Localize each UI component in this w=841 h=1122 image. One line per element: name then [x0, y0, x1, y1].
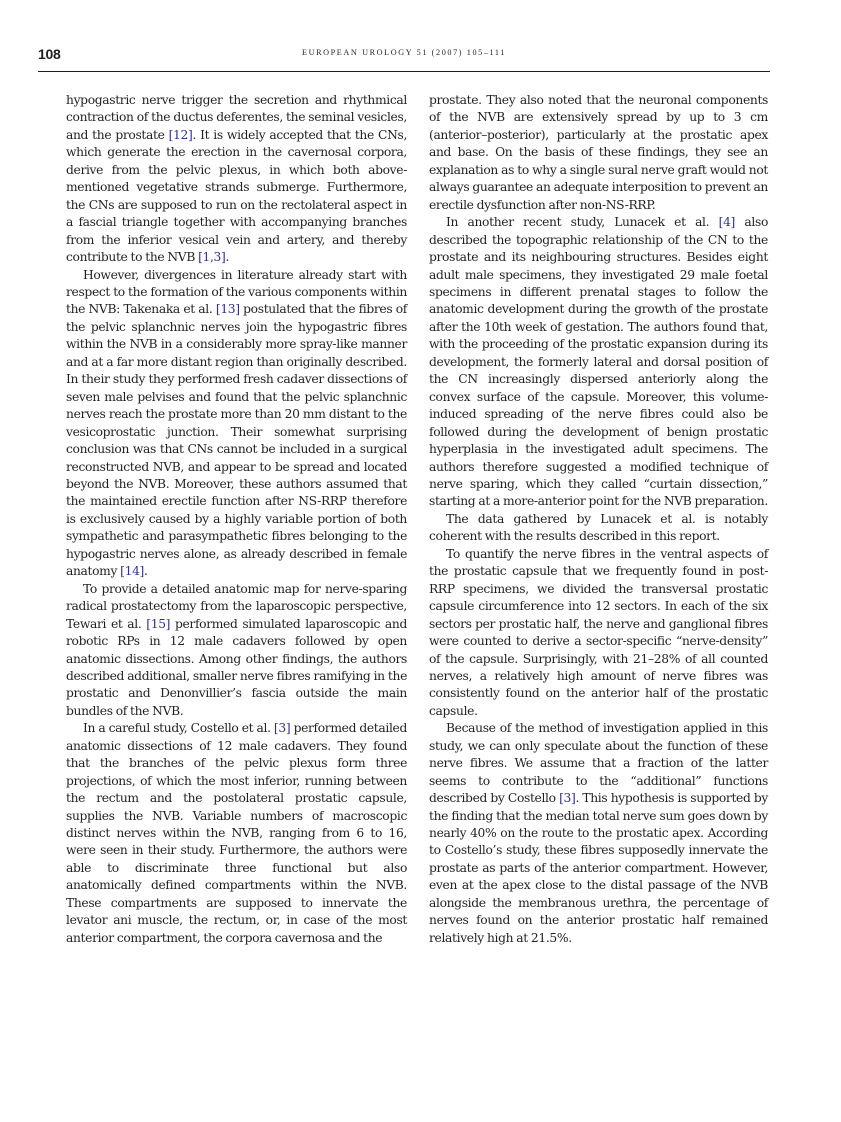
paragraph-text: hypogastric nerve trigger the secretion and rhythmical contraction of the ductus deferentes, the seminal vesicles, and the prostate	[66, 93, 407, 142]
paragraph-text: prostate. They also noted that the neuronal components of the NVB are extensively spread by up to 3 cm (anterior–posterior), particularly at the prostatic apex and base. On the basis of these findings, they see an explanation as to why a single sural nerve graft would not always guarantee an adequate interposition to prevent an erectile dysfunction after non-NS-RRP.	[429, 93, 768, 212]
citation-link[interactable]: [14]	[120, 564, 144, 579]
right-column	[429, 92, 768, 947]
body-paragraph	[429, 720, 768, 947]
body-paragraph	[66, 581, 407, 721]
paragraph-text: The data gathered by Lunacek et al. is notably coherent with the results described in this report.	[429, 511, 768, 544]
paragraph-text: .	[144, 564, 148, 579]
citation-link[interactable]: [15]	[146, 616, 171, 631]
paragraph-text: performed simulated laparoscopic and robotic RPs in 12 male cadavers followed by open anatomic dissections. Among other findings, the authors described additional, smaller nerve fibres ramifying in the prostatic and Denonvillier’s fascia outside the main bundles of the NVB.	[66, 616, 407, 718]
body-paragraph	[429, 546, 768, 721]
citation-link[interactable]: [4]	[718, 215, 735, 230]
body-paragraph	[66, 720, 407, 947]
paragraph-text: In another recent study, Lunacek et al.	[446, 215, 719, 230]
citation-link[interactable]: [1,3]	[198, 250, 226, 265]
paragraph-text: .	[225, 250, 230, 265]
paragraph-text: postulated that the fibres of the pelvic splanchnic nerves join the hypogastric fibres within the NVB in a considerably more spray-like manner and at a far more distant region than originally described. In their study they performed fresh cadaver dissections of seven male pelvises and found that the pelvic splanchnic nerves reach the prostate more than 20 mm distant to the vesicoprostatic junction. Their somewhat surprising conclusion was that CNs cannot be included in a surgical reconstructed NVB, and appear to be spread and located beyond the NVB. Moreover, these authors assumed that the maintained erectile function after NS-RRP therefore is exclusively caused by a highly variable portion of both sympathetic and parasympathetic fibres belonging to the hypogastric nerves alone, as already described in female anatomy	[66, 302, 407, 579]
page-number: 108	[38, 46, 61, 62]
body-paragraph	[429, 92, 768, 214]
paragraph-text: To provide a detailed anatomic map for nerve-sparing radical prostatectomy from the laparoscopic perspective, Tewari et al.	[66, 581, 407, 631]
page-header	[38, 40, 770, 72]
left-column	[66, 92, 407, 947]
citation-link[interactable]: [13]	[215, 302, 240, 317]
paragraph-text: In a careful study, Costello et al.	[83, 721, 274, 736]
paragraph-text: performed detailed anatomic dissections of 12 male cadavers. They found that the branches of the pelvic plexus form three projections, of which the most inferior, running between the rectum and the postolateral prostatic capsule, supplies the NVB. Variable numbers of macroscopic distinct nerves within the NVB, ranging from 6 to 16, were seen in their study. Furthermore, the authors were able to discriminate three functional but also anatomically defined compartments within the NVB. These compartments are supposed to innervate the levator ani muscle, the rectum, or, in case of the most anterior compartment, the corpora cavernosa and the	[66, 721, 407, 945]
paragraph-text: also described the topographic relationship of the CN to the prostate and its neighbouring structures. Besides eight adult male specimens, they investigated 29 male foetal specimens in different prenatal stages to follow the anatomic development during the growth of the prostate after the 10th week of gestation. The authors found that, with the proceeding of the prostatic expansion during its development, the formerly lateral and dorsal position of the CN increasingly dispersed anteriorly along the convex surface of the capsule. Moreover, this volume-induced spreading of the nerve fibres could also be followed during the development of benign prostatic hyperplasia in the investigated adult specimens. The authors therefore suggested a modified technique of nerve sparing, which they called “curtain dissection,” starting at a more-anterior point for the NVB preparation.	[429, 215, 768, 509]
paragraph-text: . It is widely accepted that the CNs, which generate the erection in the cavernosal corpora, derive from the pelvic plexus, in which both above-mentioned vegetative strands submerge. Furthermore, the CNs are supposed to run on the rectolateral aspect in a fascial triangle together with accompanying branches from the inferior vesical vein and artery, and thereby contribute to the NVB	[66, 127, 408, 265]
paragraph-text: To quantify the nerve fibres in the ventral aspects of the prostatic capsule that we frequently found in post-RRP specimens, we divided the transversal prostatic capsule circumference into 12 sectors. In each of the six sectors per prostatic half, the nerve and ganglional fibres were counted to derive a sector-specific “nerve-density” of the capsule. Surprisingly, with 21–28% of all counted nerves, a relatively high amount of nerve fibres was consistently found on the anterior half of the prostatic capsule.	[429, 546, 768, 718]
paragraph-text: However, divergences in literature already start with respect to the formation of the various components within the NVB: Takenaka et al.	[66, 267, 407, 317]
citation-link[interactable]: [3]	[273, 721, 291, 736]
body-paragraph	[429, 511, 768, 546]
header-rule	[38, 71, 770, 72]
citation-link[interactable]: [3]	[559, 791, 576, 806]
body-paragraph	[66, 92, 407, 267]
paragraph-text: . This hypothesis is supported by the finding that the median total nerve sum goes down by nearly 40% on the route to the prostatic apex. According to Costello’s study, these fibres supposedly innervate the prostate as parts of the anterior compartment. However, even at the apex close to the distal passage of the NVB alongside the membranous urethra, the percentage of nerves found on the anterior prostatic half remained relatively high at 21.5%.	[429, 791, 768, 945]
running-head: EUROPEAN UROLOGY 51 (2007) 105–111	[301, 48, 507, 57]
paragraph-text: Because of the method of investigation applied in this study, we can only speculate about the function of these nerve fibres. We assume that a fraction of the latter seems to contribute to the “additional” functions described by Costello	[429, 721, 768, 806]
citation-link[interactable]: [12]	[168, 127, 193, 142]
body-paragraph	[66, 267, 407, 581]
body-paragraph	[429, 214, 768, 511]
